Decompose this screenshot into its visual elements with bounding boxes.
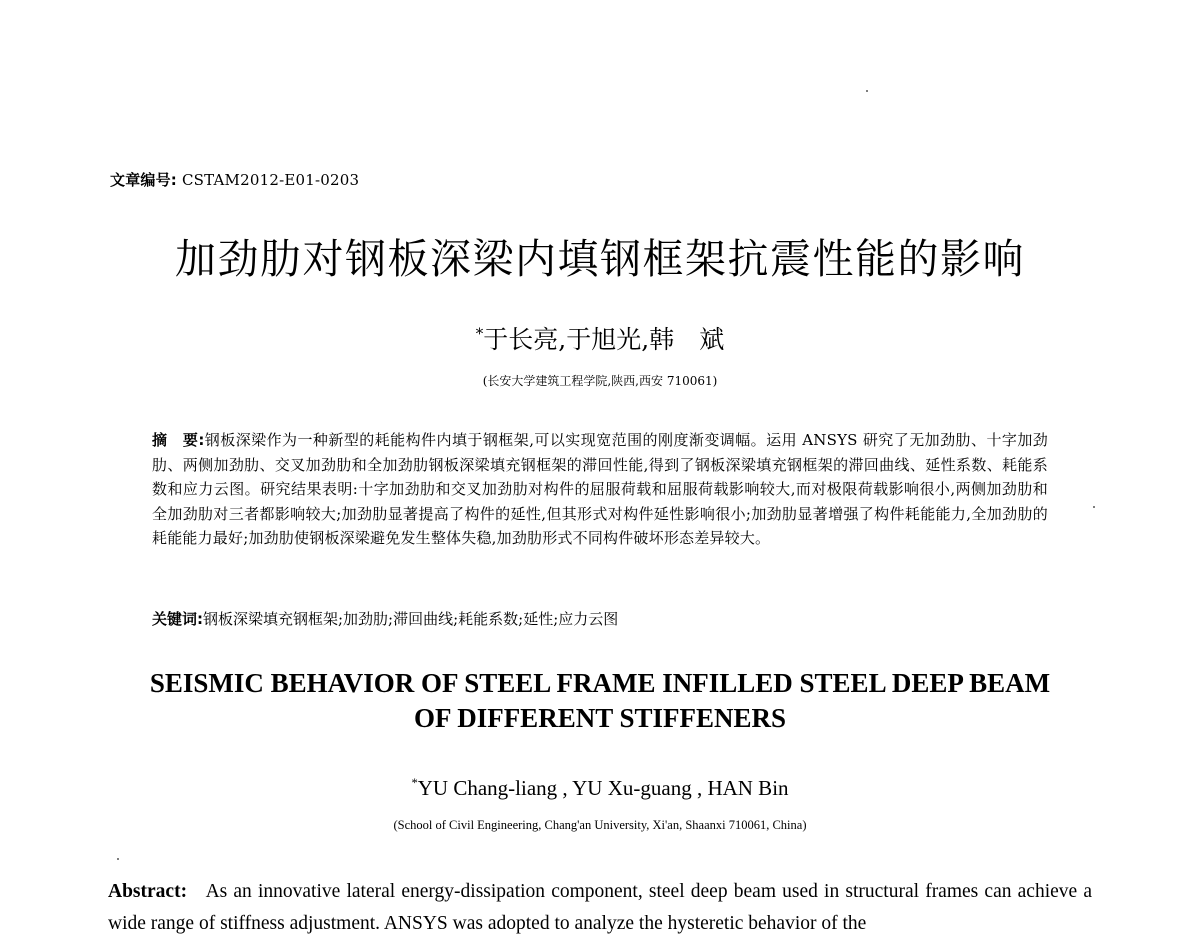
scan-speck	[866, 90, 868, 92]
authors-chinese	[0, 320, 1200, 356]
article-number-value: CSTAM2012-E01-0203	[181, 171, 360, 189]
author-names-chinese: 于长亮,于旭光,韩 斌	[483, 325, 725, 354]
title-english-line-2: OF DIFFERENT STIFFENERS	[413, 703, 787, 733]
corresponding-author-marker: *	[475, 324, 484, 343]
title-english-line-1: SEISMIC BEHAVIOR OF STEEL FRAME INFILLED STEEL DEEP BEAM	[149, 668, 1051, 698]
author-names-english: YU Chang-liang , YU Xu-guang , HAN Bin	[417, 776, 789, 800]
abstract-chinese-text: 钢板深梁作为一种新型的耗能构件内填于钢框架,可以实现宽范围的刚度渐变调幅。运用 ANSYS 研究了无加劲肋、十字加劲肋、两侧加劲肋、交叉加劲肋和全加劲肋钢板深梁填充钢框架的滞回性能,得到了钢板深梁填充钢框架的滞回曲线、延性系数、耗能系数和应力云图。研究结果表明:十字加劲肋和交叉加劲肋对构件的屈服荷载和屈服荷载影响较大,而对极限荷载影响很小,两侧加劲肋和全加劲肋对三者都影响较大;加劲肋显著提高了构件的延性,但其形式对构件延性影响很小;加劲肋显著增强了构件耗能能力,全加劲肋的耗能能力最好;加劲肋使钢板深梁避免发生整体失稳,加劲肋形式不同构件破坏形态差异较大。	[152, 431, 1048, 547]
article-number-label: 文章编号:	[110, 171, 177, 189]
abstract-english	[108, 876, 1092, 940]
abstract-english-label: Abstract:	[108, 881, 188, 902]
abstract-chinese-label: 摘 要:	[152, 431, 205, 449]
authors-english	[0, 776, 1200, 801]
scan-speck	[117, 858, 119, 860]
scan-speck	[1093, 506, 1095, 508]
corresponding-author-marker: *	[411, 776, 418, 790]
keywords-chinese	[152, 607, 1048, 631]
article-number	[110, 169, 359, 190]
paper-title-english	[0, 666, 1200, 736]
keywords-label: 关键词:	[152, 610, 203, 628]
abstract-chinese	[152, 428, 1048, 551]
abstract-english-text: As an innovative lateral energy-dissipation component, steel deep beam used in structural frames can achieve a wide range of stiffness adjustment. ANSYS was adopted to analyze the hysteretic behavior of the	[108, 881, 1092, 934]
paper-title-chinese: 加劲肋对钢板深梁内填钢框架抗震性能的影响	[175, 235, 1025, 283]
affiliation-english: (School of Civil Engineering, Chang'an University, Xi'an, Shaanxi 710061, China)	[393, 818, 807, 832]
affiliation-chinese: (长安大学建筑工程学院,陕西,西安 710061)	[482, 374, 718, 388]
keywords-text: 钢板深梁填充钢框架;加劲肋;滞回曲线;耗能系数;延性;应力云图	[203, 610, 619, 628]
